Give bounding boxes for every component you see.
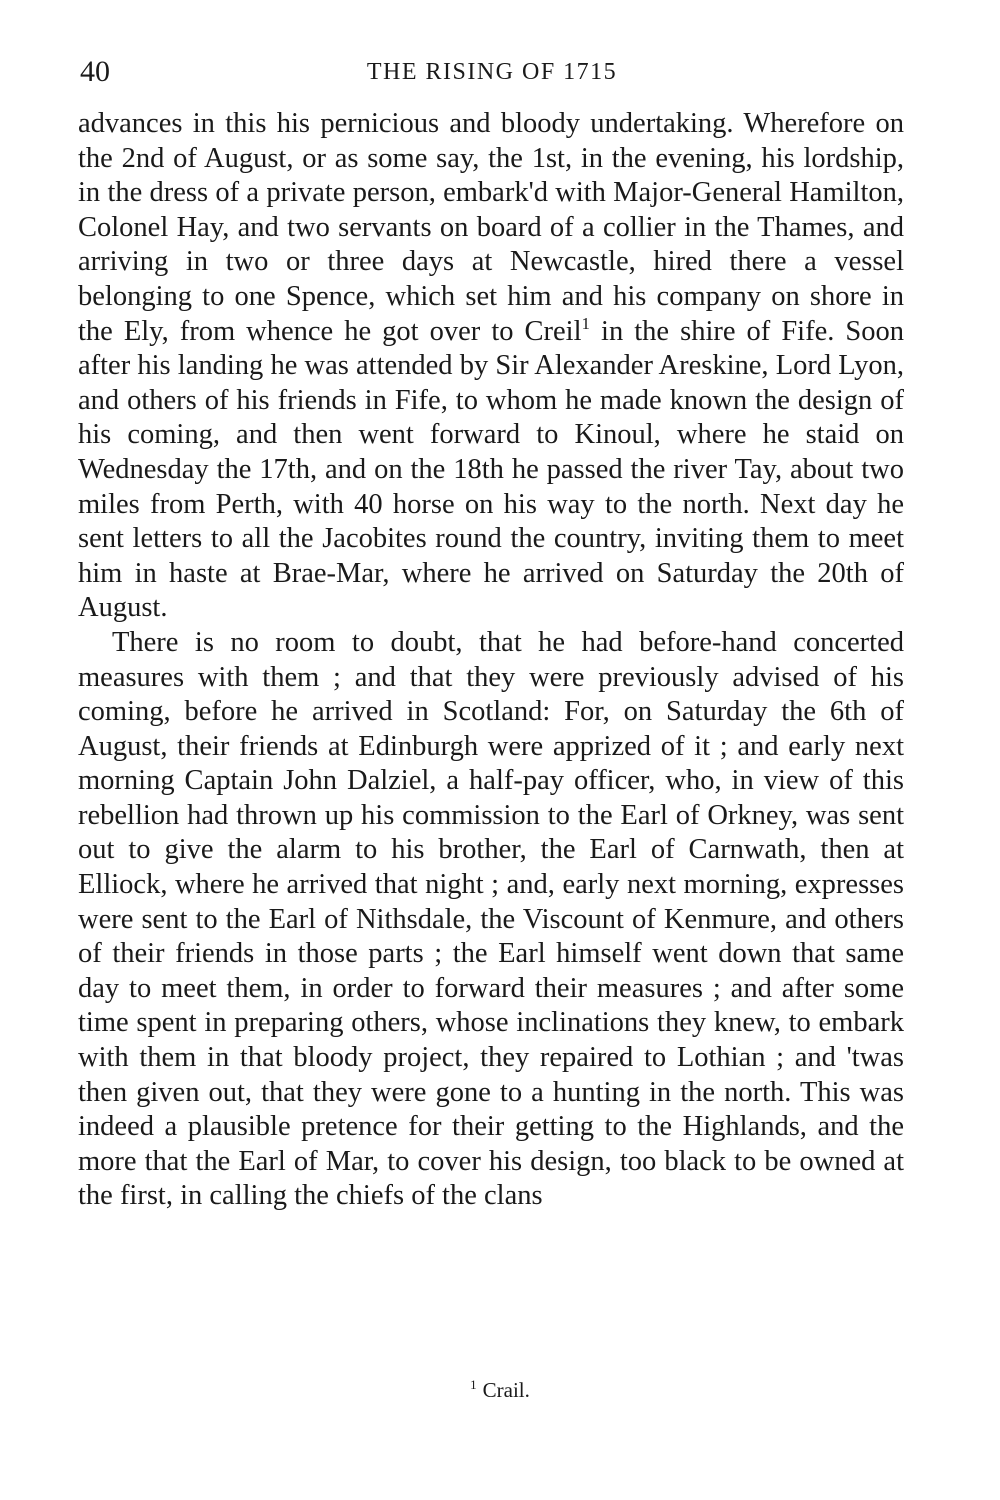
paragraph-text: advances in this his pernicious and bloody undertaking. Wherefore on the 2nd of August, or as some say, the 1st, in the evening, his lordship, in the dress of a private person, embark'd with Major-General Hamilton, Colonel Hay, and two servants on board of a collier in the Thames, and arriving in two or three days at Newcastle, hired there a vessel belonging to one Spence, which set him and his company on shore in the Ely, from whence he got over to Creil <box>78 108 904 347</box>
footnote <box>0 1370 1000 1405</box>
paragraph <box>78 107 904 626</box>
paragraph: There is no room to doubt, that he had before-hand concerted measures with them ; and that they were previously advised of his coming, before he arrived in Scotland: For, on Saturday the 6th of August, their friends at Edinburgh were apprized of it ; and early next morning Captain John Dalziel, a half-pay officer, who, in view of this rebellion had thrown up his commission to the Earl of Orkney, was sent out to give the alarm to his brother, the Earl of Carnwath, then at Elliock, where he arrived that night ; and, early next morning, expresses were sent to the Earl of Nithsdale, the Viscount of Kenmure, and others of their friends in those parts ; the Earl himself went down that same day to meet them, in order to forward their measures ; and after some time spent in preparing others, whose inclinations they knew, to embark with them in that bloody project, they repaired to Lothian ; and 'twas then given out, that they were gone to a hunting in the north. This was indeed a plausible pretence for their getting to the Highlands, and the more that the Earl of Mar, to cover his design, too black to be owned at the first, in calling the chiefs of the clans <box>78 626 904 1212</box>
running-title: THE RISING OF 1715 <box>366 59 618 85</box>
body-text <box>78 107 904 1214</box>
page-number: 40 <box>80 55 110 88</box>
page-header <box>80 52 904 92</box>
footnote-mark: 1 <box>470 1377 477 1392</box>
paragraph-text: in the shire of Fife. Soon after his landing he was attended by Sir Alexander Areskine, Lord Lyon, and others of his friends in Fife, to whom he made known the design of his coming, and then went forward to Kinoul, where he staid on Wednesday the 17th, and on the 18th he passed the river Tay, about two miles from Perth, with 40 horse on his way to the north. Next day he sent letters to all the Jacobites round the country, inviting them to meet him in haste at Brae-Mar, where he arrived on Saturday the 20th of August. <box>78 315 904 624</box>
footnote-text: Crail. <box>482 1378 530 1402</box>
footnote-reference: 1 <box>581 313 591 333</box>
